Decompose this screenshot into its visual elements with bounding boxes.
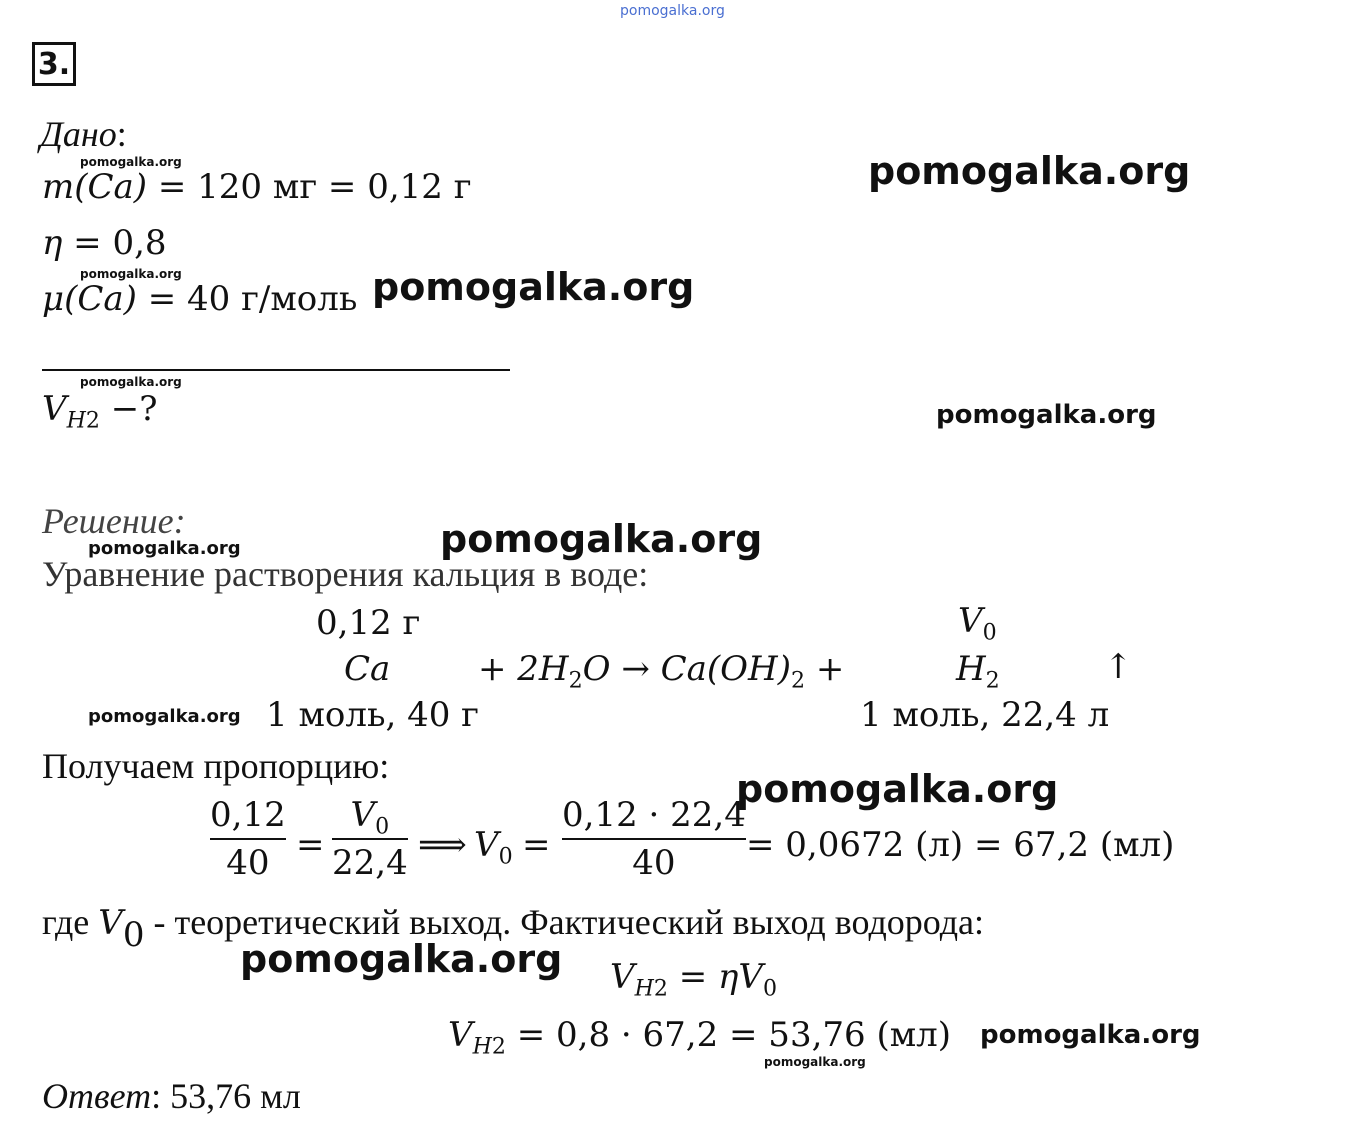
equation-title: Уравнение растворения кальция в воде:	[42, 554, 649, 594]
v0-letter: V	[474, 825, 499, 865]
given-label: Дано	[40, 114, 117, 154]
equals-2: =	[522, 825, 551, 865]
yield-formula	[610, 957, 777, 1002]
find-sub: H	[66, 407, 86, 434]
where-symbol: V	[98, 903, 123, 943]
watermark-mid-1: pomogalka.org	[936, 400, 1157, 430]
product-h2	[956, 649, 1000, 694]
fraction-1	[210, 796, 286, 882]
fraction-2-num-symbol: V	[350, 795, 376, 835]
yield-calc-sub2: 2	[491, 1033, 506, 1060]
product-h2-sub: 2	[985, 667, 1000, 694]
gas-arrow: ↑	[1104, 647, 1133, 687]
yield-formula-symbol: V	[610, 957, 635, 997]
reaction-middle-sub: 2	[568, 667, 583, 694]
given-heading	[40, 116, 127, 152]
find-rest: −?	[99, 389, 158, 429]
result-expression: = 0,0672 (л) = 67,2 (мл)	[746, 825, 1175, 865]
find-sub2: 2	[85, 407, 100, 434]
problem-number-box: 3.	[32, 42, 76, 86]
reaction-middle	[478, 649, 845, 694]
solution-label: Решение:	[42, 501, 186, 541]
below-ca: 1 моль, 40 г	[266, 695, 479, 735]
reaction-middle-b: O → Ca(OH)	[582, 649, 791, 689]
given-colon: :	[116, 114, 127, 154]
reaction-middle-plus: +	[805, 649, 845, 689]
find-line	[42, 389, 158, 434]
v0-symbol	[474, 825, 513, 870]
fraction-1-den: 40	[226, 843, 270, 883]
fraction-1-bar	[210, 838, 286, 840]
yield-formula-sub: H	[634, 975, 654, 1002]
fraction-3	[562, 796, 746, 882]
given-mu-lhs: μ(Ca)	[42, 279, 137, 319]
yield-calc-rhs: = 0,8 · 67,2 = 53,76 (мл)	[505, 1015, 952, 1055]
fraction-3-bar	[562, 838, 746, 840]
watermark-big-2: pomogalka.org	[868, 149, 1191, 193]
where-pre: где	[42, 902, 99, 942]
watermark-tiny-4: pomogalka.org	[764, 1055, 866, 1069]
given-mass-lhs: m(Ca)	[42, 167, 148, 207]
yield-formula-sub2: 2	[653, 975, 668, 1002]
watermark-tiny-1: pomogalka.org	[80, 155, 182, 169]
implies-arrow: ⟹	[418, 825, 467, 865]
watermark-small-2: pomogalka.org	[88, 706, 241, 727]
equals-1: =	[296, 825, 325, 865]
given-divider	[42, 369, 510, 371]
where-post: - теоретический выход. Фактический выход водорода:	[144, 902, 985, 942]
where-sub: 0	[122, 914, 145, 955]
watermark-big-3: pomogalka.org	[440, 517, 763, 561]
fraction-1-num: 0,12	[210, 795, 286, 835]
product-h2-symbol: H	[956, 649, 986, 689]
given-eta	[42, 223, 167, 263]
where-line	[42, 902, 985, 955]
yield-calculation	[448, 1015, 952, 1060]
below-h2: 1 моль, 22,4 л	[860, 695, 1110, 735]
given-eta-rhs: = 0,8	[62, 223, 167, 263]
above-h2-sub: 0	[982, 619, 997, 646]
fraction-2-den: 22,4	[332, 843, 408, 883]
yield-calc-symbol: V	[448, 1015, 473, 1055]
answer-line	[42, 1078, 301, 1114]
given-mass	[42, 167, 472, 207]
yield-formula-rhs-sub: 0	[762, 975, 777, 1002]
top-watermark: pomogalka.org	[620, 3, 725, 19]
watermark-mid-2: pomogalka.org	[980, 1020, 1201, 1050]
watermark-big-1: pomogalka.org	[372, 265, 695, 309]
v0-sub: 0	[498, 843, 513, 870]
yield-calc-sub: H	[472, 1033, 492, 1060]
fraction-2	[332, 796, 408, 882]
reactant-ca: Ca	[344, 649, 391, 689]
watermark-tiny-2: pomogalka.org	[80, 267, 182, 281]
reaction-middle-a: + 2H	[478, 649, 569, 689]
given-mass-rhs: = 120 мг = 0,12 г	[147, 167, 472, 207]
fraction-3-den: 40	[632, 843, 676, 883]
yield-formula-rhs: = ηV	[667, 957, 763, 997]
above-h2	[958, 601, 997, 646]
fraction-2-num	[350, 795, 390, 840]
fraction-2-num-sub: 0	[375, 813, 390, 840]
fraction-3-num: 0,12 · 22,4	[562, 795, 746, 835]
fraction-2-bar	[332, 838, 408, 840]
proportion-title: Получаем пропорцию:	[42, 746, 390, 786]
watermark-small-1: pomogalka.org	[88, 538, 241, 559]
find-symbol: V	[42, 389, 67, 429]
watermark-tiny-3: pomogalka.org	[80, 375, 182, 389]
answer-value: : 53,76 мл	[151, 1076, 301, 1116]
above-h2-symbol: V	[958, 601, 983, 641]
given-mu-rhs: = 40 г/моль	[136, 279, 358, 319]
answer-label: Ответ	[42, 1076, 152, 1116]
watermark-big-5: pomogalka.org	[240, 937, 563, 981]
given-molar-mass	[42, 279, 358, 319]
watermark-big-4: pomogalka.org	[736, 767, 1059, 811]
reaction-middle-sub2: 2	[790, 667, 806, 694]
above-ca: 0,12 г	[316, 603, 421, 643]
given-eta-symbol: η	[42, 223, 63, 263]
